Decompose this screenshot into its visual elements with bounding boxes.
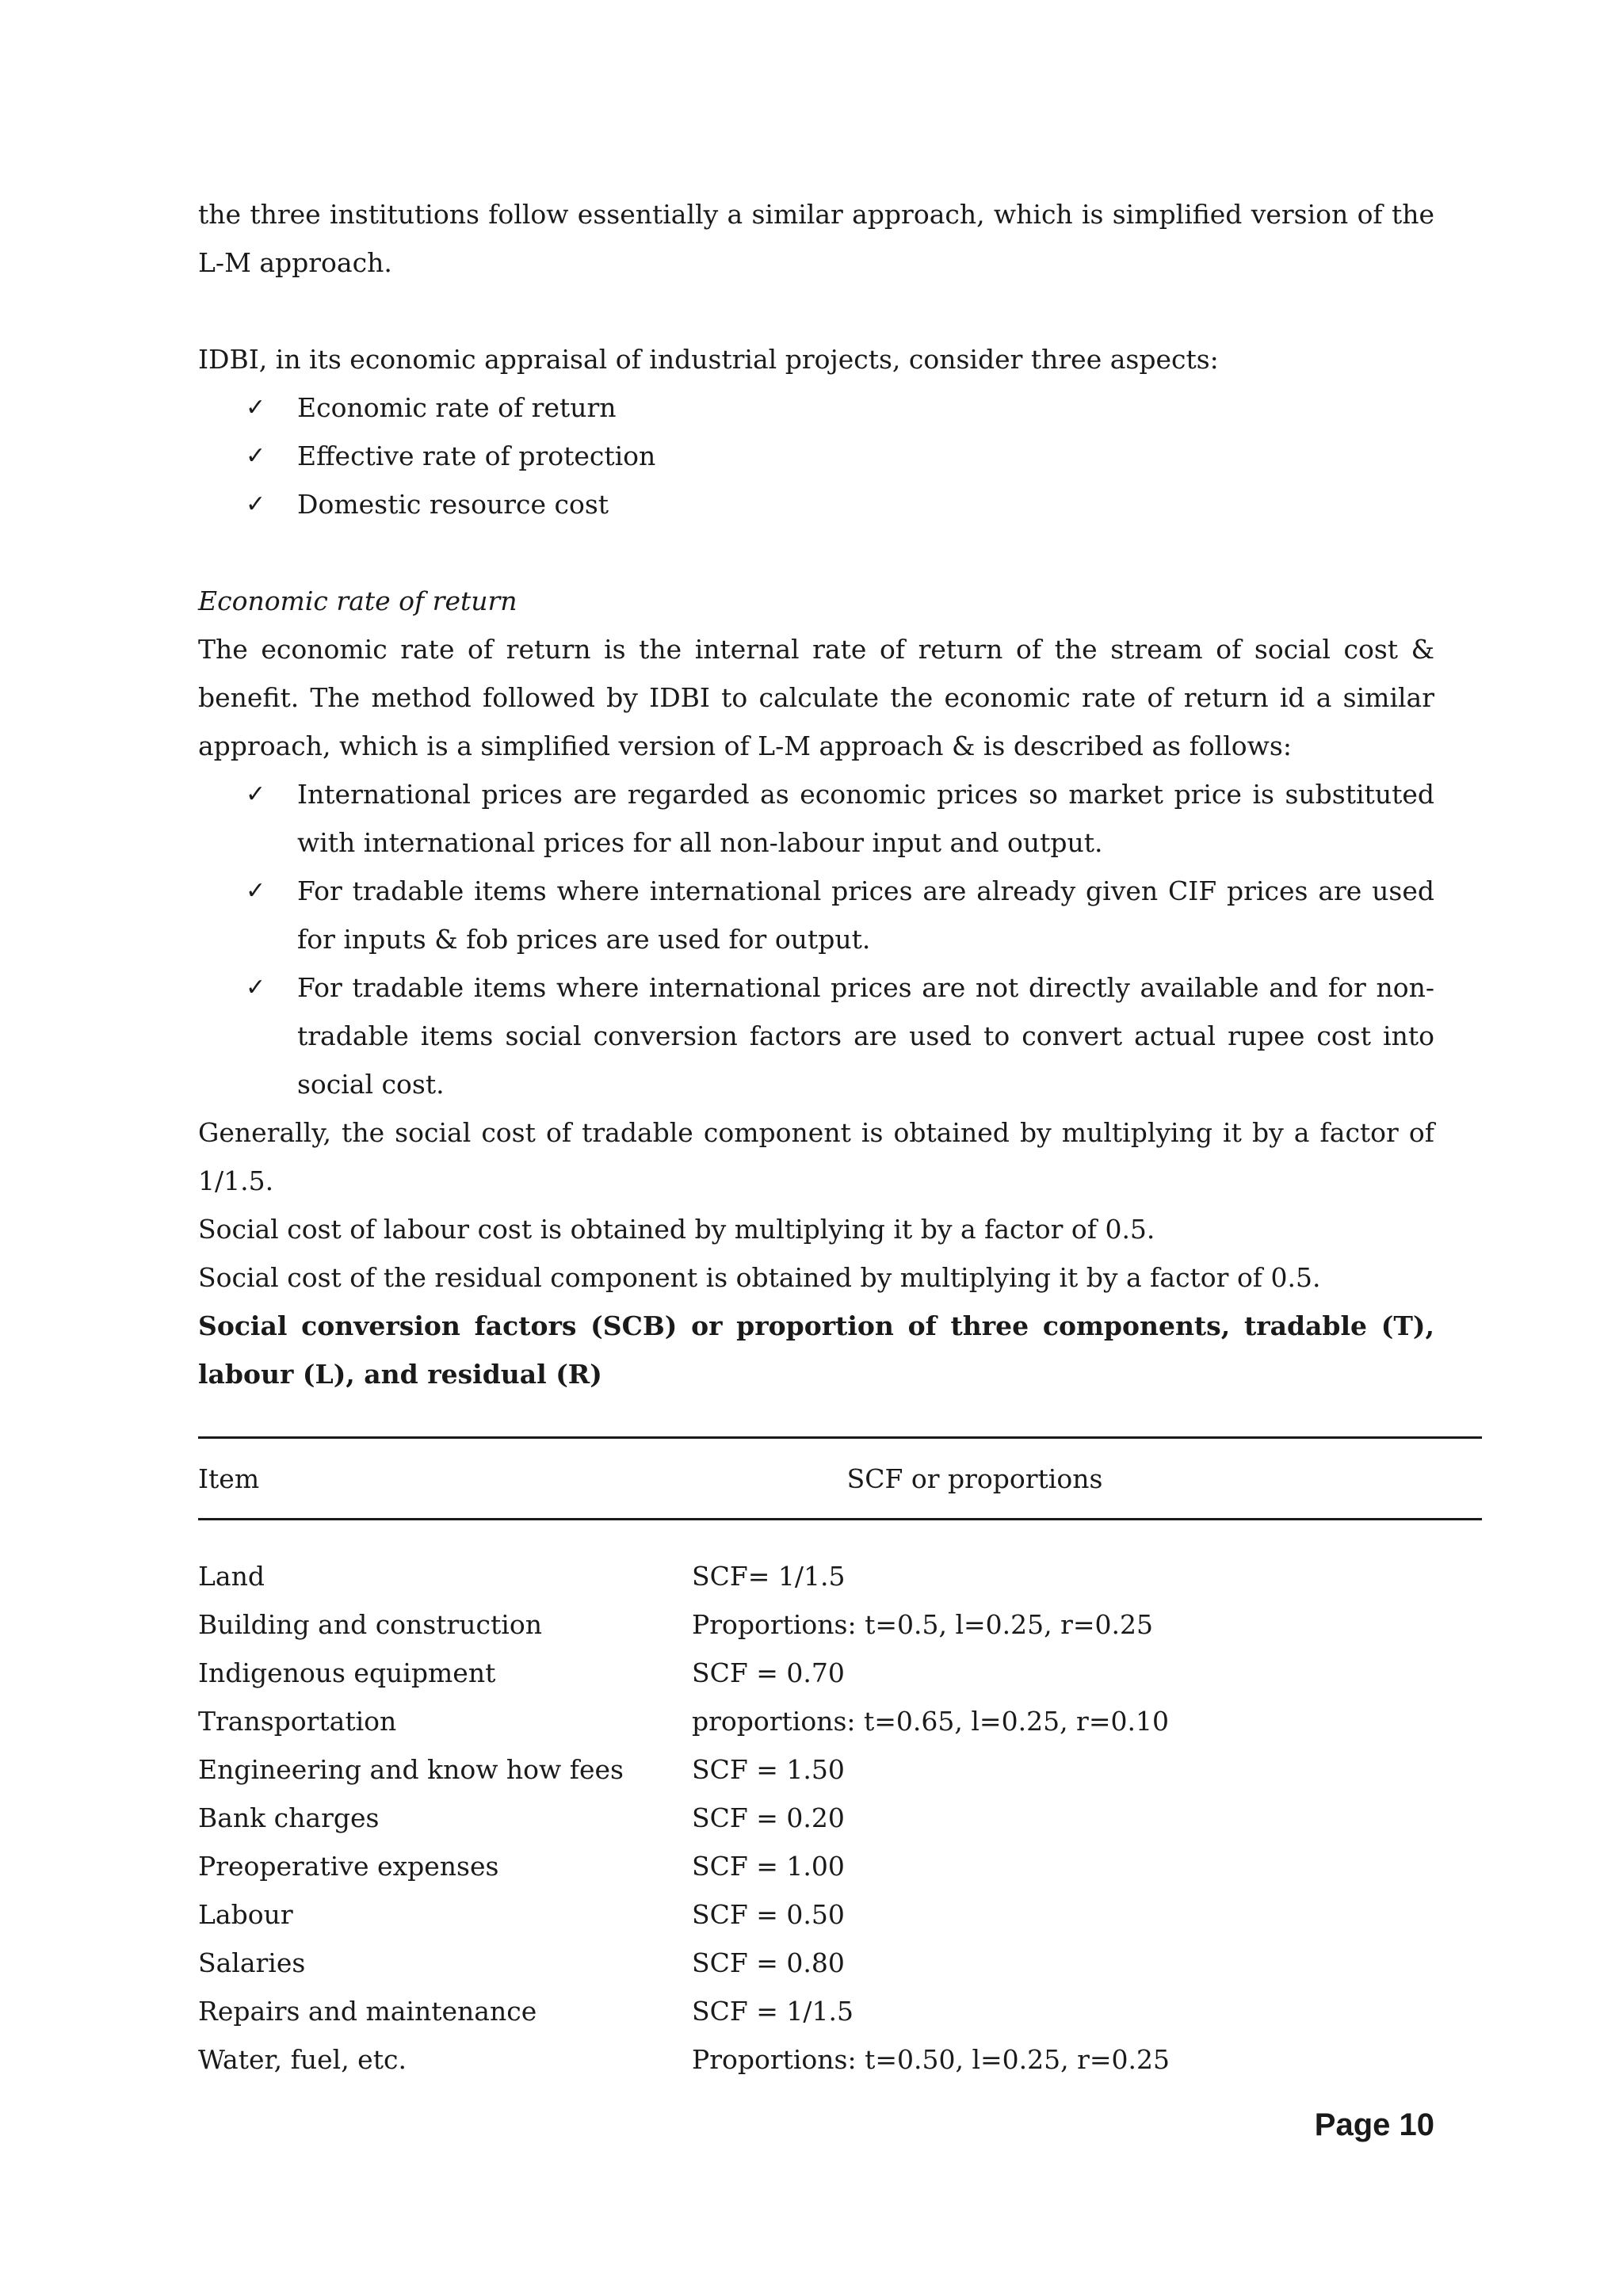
cell-item: Bank charges: [198, 1802, 380, 1833]
cell-value: SCF= 1/1.5: [692, 1561, 846, 1592]
checkmark-icon: ✓: [246, 974, 266, 1001]
list-item-text: Effective rate of protection: [297, 441, 656, 471]
cell-value: SCF = 1.50: [692, 1754, 845, 1785]
list-item: [198, 432, 1434, 480]
cell-value: proportions: t=0.65, l=0.25, r=0.10: [692, 1706, 1169, 1737]
intro-paragraph: the three institutions follow essentially a similar approach, which is simplified version of the L-M approach.: [198, 199, 1434, 278]
table-row: [198, 1842, 1434, 1890]
method-points-list: [198, 770, 1434, 1108]
section-heading: Economic rate of return: [198, 585, 517, 616]
table-row: [198, 1649, 1434, 1697]
document-page: [198, 190, 1434, 2084]
cell-value: SCF = 0.80: [692, 1947, 845, 1978]
cell-value: SCF = 0.50: [692, 1899, 845, 1930]
cell-item: Building and construction: [198, 1609, 542, 1640]
cell-item: Repairs and maintenance: [198, 1996, 537, 2027]
list-item-text: Domestic resource cost: [297, 489, 609, 520]
page-number: Page 10: [1314, 2107, 1434, 2142]
cell-value: SCF = 0.70: [692, 1657, 845, 1688]
table-row: [198, 1890, 1434, 1939]
table-row: [198, 1987, 1434, 2035]
note-paragraph: Social cost of labour cost is obtained by multiplying it by a factor of 0.5.: [198, 1214, 1155, 1245]
header-value: SCF or proportions: [846, 1463, 1103, 1494]
list-item-text: For tradable items where international prices are already given CIF prices are used for inputs & fob prices are used for output.: [297, 875, 1434, 955]
aspects-list: [198, 383, 1434, 528]
list-item-text: Economic rate of return: [297, 392, 617, 423]
cell-item: Transportation: [198, 1706, 397, 1737]
note-paragraph: Social cost of the residual component is obtained by multiplying it by a factor of 0.5.: [198, 1262, 1321, 1293]
list-item: [198, 770, 1434, 867]
cell-value: SCF = 1.00: [692, 1851, 845, 1882]
checkmark-icon: ✓: [246, 780, 266, 808]
list-item-text: International prices are regarded as economic prices so market price is substituted with international prices for all non-labour input and output.: [297, 779, 1434, 858]
cell-item: Water, fuel, etc.: [198, 2044, 407, 2075]
cell-value: SCF = 0.20: [692, 1802, 845, 1833]
list-item: [198, 383, 1434, 432]
table-row: [198, 1697, 1434, 1745]
cell-item: Preoperative expenses: [198, 1851, 499, 1882]
checkmark-icon: ✓: [246, 490, 266, 518]
spacer: [198, 287, 1434, 335]
list-item-text: For tradable items where international prices are not directly available and for non-tradable items social conversion factors are used to convert actual rupee cost into social cost.: [297, 972, 1434, 1100]
cell-value: Proportions: t=0.5, l=0.25, r=0.25: [692, 1609, 1154, 1640]
note-paragraph: Generally, the social cost of tradable component is obtained by multiplying it by a factor of 1/1.5.: [198, 1117, 1434, 1196]
cell-value: SCF = 1/1.5: [692, 1996, 854, 2027]
checkmark-icon: ✓: [246, 394, 266, 421]
cell-item: Land: [198, 1561, 265, 1592]
idbi-lead-paragraph: IDBI, in its economic appraisal of industrial projects, consider three aspects:: [198, 344, 1219, 375]
table-row: [198, 1939, 1434, 1987]
table-title: Social conversion factors (SCB) or proportion of three components, tradable (T), labour (L), and residual (R): [198, 1310, 1434, 1390]
table-row: [198, 1745, 1434, 1794]
table-row: [198, 1552, 1434, 1600]
cell-item: Indigenous equipment: [198, 1657, 496, 1688]
table-header: [198, 1439, 1482, 1518]
checkmark-icon: ✓: [246, 877, 266, 905]
cell-item: Engineering and know how fees: [198, 1754, 624, 1785]
header-item: Item: [198, 1463, 260, 1494]
table-row: [198, 1600, 1434, 1649]
list-item: [198, 867, 1434, 963]
table-row: [198, 1794, 1434, 1842]
cell-item: Labour: [198, 1899, 293, 1930]
checkmark-icon: ✓: [246, 442, 266, 470]
err-body-paragraph: The economic rate of return is the internal rate of return of the stream of social cost & benefit. The method followed by IDBI to calculate the economic rate of return id a similar approach, which is a simplified version of L-M approach & is described as follows:: [198, 634, 1434, 761]
table-row: [198, 2035, 1434, 2084]
cell-value: Proportions: t=0.50, l=0.25, r=0.25: [692, 2044, 1170, 2075]
cell-item: Salaries: [198, 1947, 306, 1978]
spacer: [198, 1398, 1434, 1436]
table-body: [198, 1520, 1434, 2084]
list-item: [198, 480, 1434, 528]
list-item: [198, 963, 1434, 1108]
spacer: [198, 528, 1434, 577]
